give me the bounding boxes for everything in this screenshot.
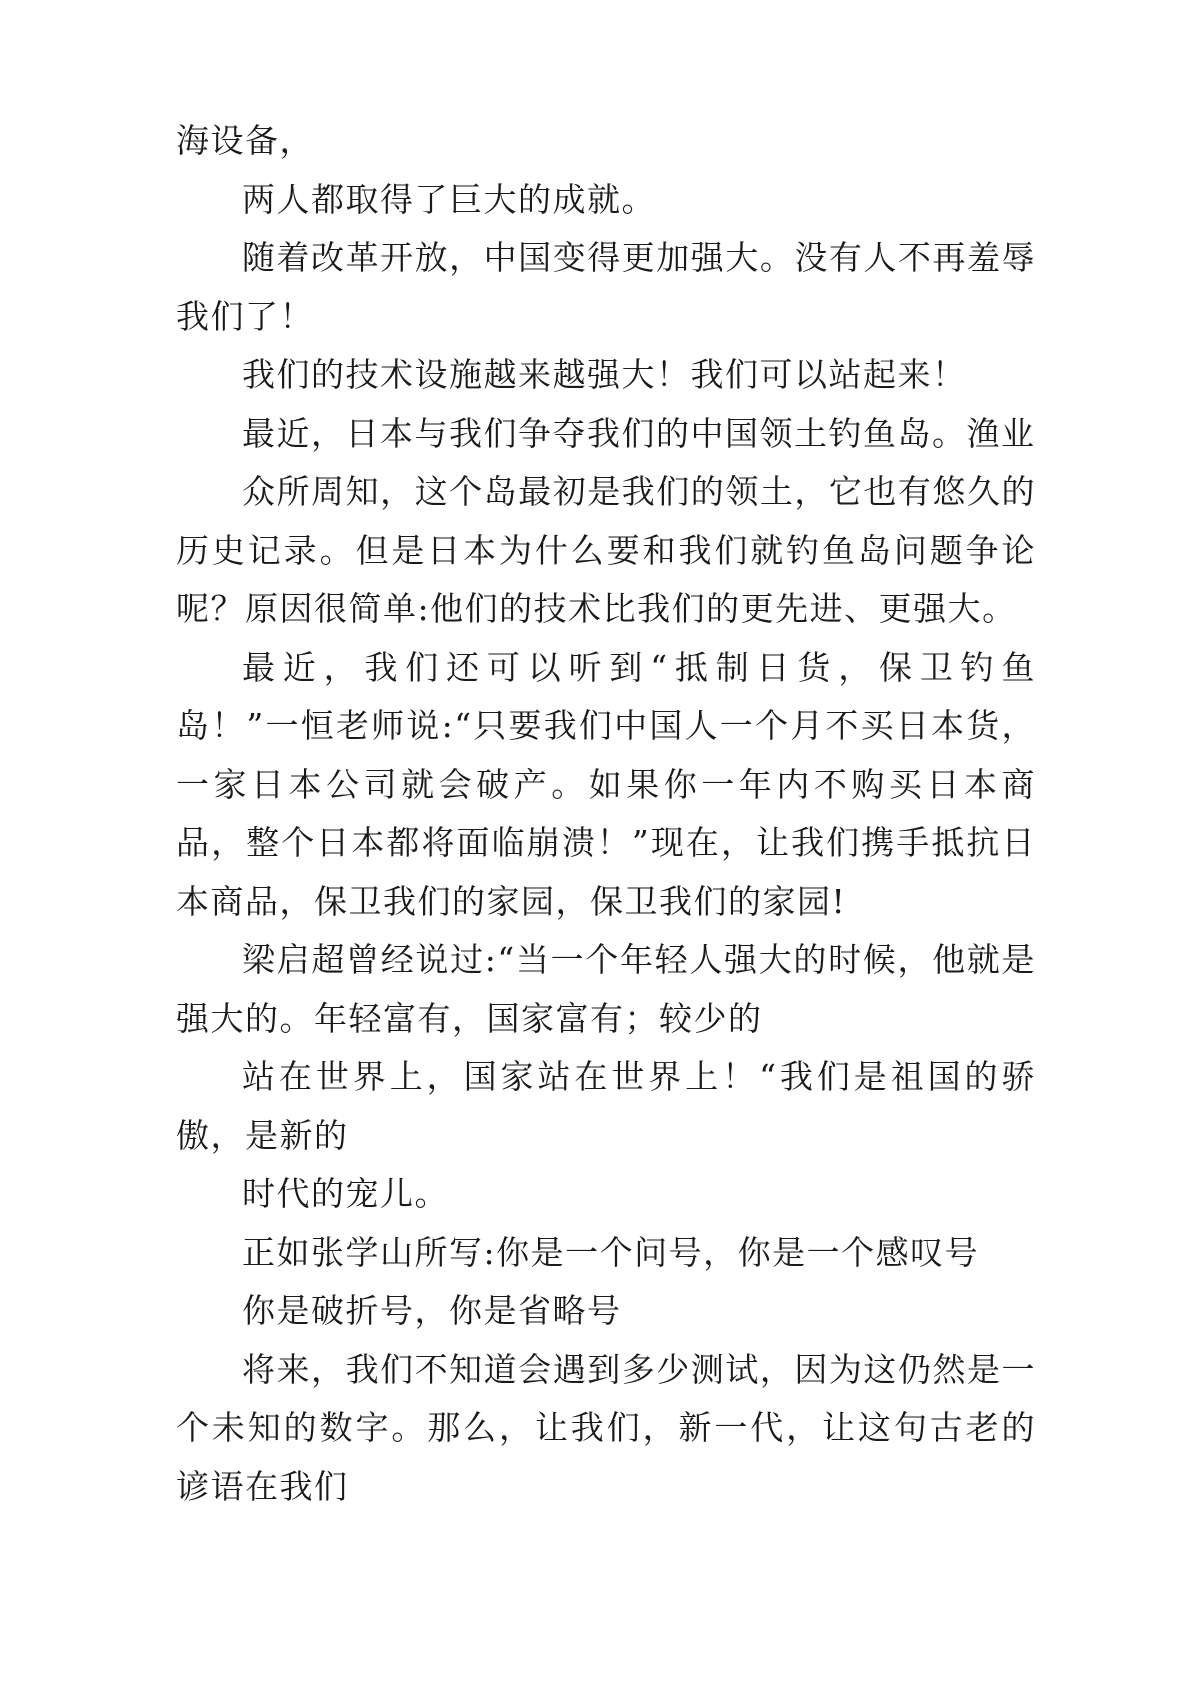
paragraph-1: 海设备， [176, 121, 314, 160]
paragraph-13: 将来，我们不知道会遇到多少测试，因为这仍然是一个未知的数字。那么，让我们，新一代，让这句古老的谚语在我们 [176, 1349, 1036, 1506]
document-page [176, 112, 1036, 1516]
paragraph-2: 两人都取得了巨大的成就。 [242, 179, 656, 219]
paragraph-10: 时代的宠儿。 [242, 1174, 449, 1213]
paragraph-6: 众所周知，这个岛最初是我们的领土，它也有悠久的历史记录。但是日本为什么要和我们就钓鱼岛问题争论呢？原因很简单:他们的技术比我们的更先进、更强大。 [176, 472, 1036, 628]
paragraph-5: 最近，日本与我们争夺我们的中国领土钓鱼岛。渔业 [242, 413, 1036, 453]
paragraph-9: 站在世界上，国家站在世界上！“我们是祖国的骄傲，是新的 [176, 1057, 1036, 1155]
paragraph-11: 正如张学山所写:你是一个问号，你是一个感叹号 [242, 1232, 980, 1272]
paragraph-12: 你是破折号，你是省略号 [242, 1291, 622, 1330]
paragraph-3: 随着改革开放，中国变得更加强大。没有人不再羞辱我们了！ [176, 238, 1036, 336]
paragraph-8: 梁启超曾经说过:“当一个年轻人强大的时候，他就是强大的。年轻富有，国家富有；较少的 [176, 940, 1036, 1038]
paragraph-7: 最近，我们还可以听到“抵制日货，保卫钓鱼岛！”一恒老师说:“只要我们中国人一个月不买日本货，一家日本公司就会破产。如果你一年内不购买日本商品，整个日本都将面临崩溃！”现在，让我们携手抵抗日本商品，保卫我们的家园，保卫我们的家园! [176, 647, 1036, 921]
paragraph-4: 我们的技术设施越来越强大！我们可以站起来！ [242, 355, 967, 394]
